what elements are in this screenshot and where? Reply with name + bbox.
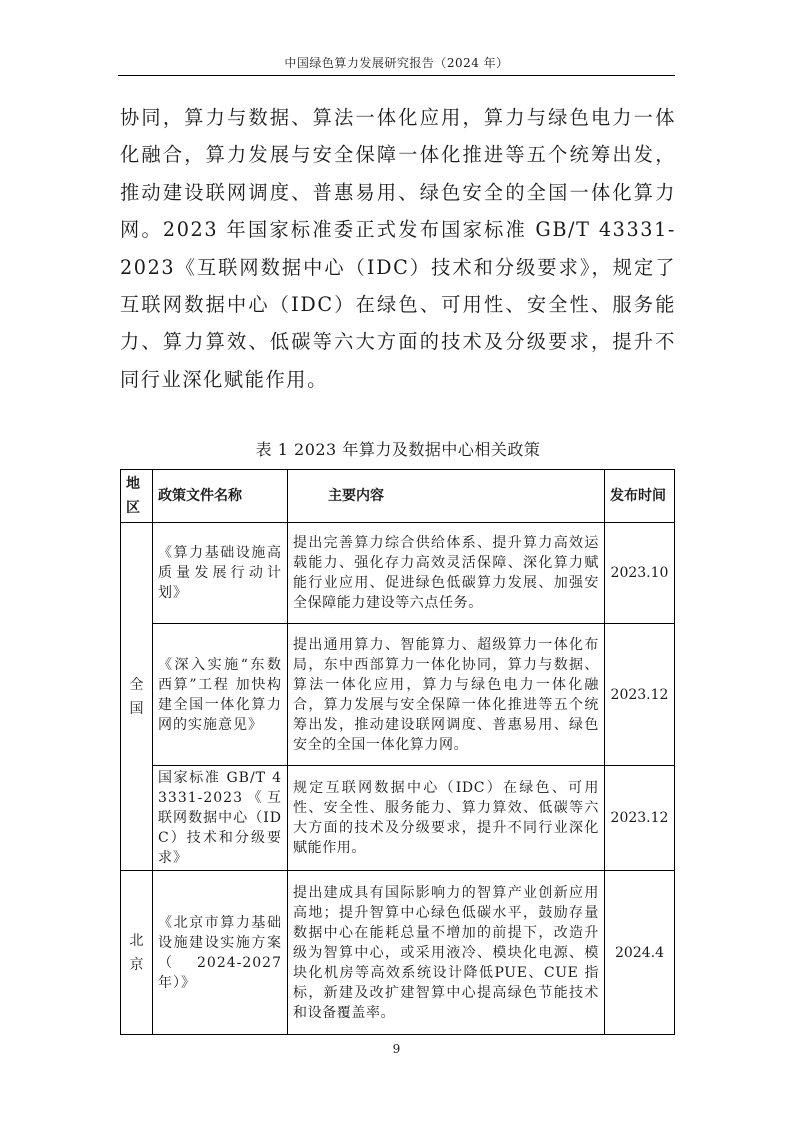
policy-name-cell: 《北京市算力基础设施建设实施方案（2024-2027 年）》 bbox=[153, 871, 288, 1035]
policy-name-cell: 《算力基础设施高质量发展行动计划》 bbox=[153, 523, 288, 624]
region-cell: 北京 bbox=[121, 871, 153, 1035]
policy-name-cell: 国家标准 GB/T 43331-2023《互联网数据中心（IDC）技术和分级要求》 bbox=[153, 766, 288, 871]
policy-content-cell: 提出通用算力、智能算力、超级算力一体化布局，东中西部算力一体化协同，算力与数据、算法一体化应用，算力与绿色电力一体化融合，算力发展与安全保障一体化推进等五个统筹出发，推动建设联网调度、普惠易用、绿色安全的全国一体化算力网。 bbox=[288, 624, 605, 766]
region-cell: 全国 bbox=[121, 523, 153, 871]
header-release-date: 发布时间 bbox=[605, 470, 675, 523]
table-row bbox=[121, 766, 675, 871]
table-header-row bbox=[121, 470, 675, 523]
policy-date-cell: 2023.12 bbox=[605, 766, 675, 871]
policy-date-cell: 2024.4 bbox=[605, 871, 675, 1035]
policy-content-cell: 规定互联网数据中心（IDC）在绿色、可用性、安全性、服务能力、算力算效、低碳等六大方面的技术及分级要求，提升不同行业深化赋能作用。 bbox=[288, 766, 605, 871]
table-row bbox=[121, 523, 675, 624]
header-main-content: 主要内容 bbox=[288, 470, 605, 523]
policy-name-cell: 《深入实施“东数西算”工程 加快构建全国一体化算力网的实施意见》 bbox=[153, 624, 288, 766]
policy-table bbox=[120, 469, 675, 1035]
page-number: 9 bbox=[392, 1042, 401, 1056]
header-policy-name: 政策文件名称 bbox=[153, 470, 288, 523]
policy-content-cell: 提出完善算力综合供给体系、提升算力高效运载能力、强化存力高效灵活保障、深化算力赋能行业应用、促进绿色低碳算力发展、加强安全保障能力建设等六点任务。 bbox=[288, 523, 605, 624]
body-paragraph: 协同，算力与数据、算法一体化应用，算力与绿色电力一体化融合，算力发展与安全保障一体化推进等五个统筹出发，推动建设联网调度、普惠易用、绿色安全的全国一体化算力网。2023 年国家标准委正式发布国家标准 GB/T 43331-2023《互联网数据中心（IDC）技术和分级要求》，规定了互联网数据中心（IDC）在绿色、可用性、安全性、服务能力、算力算效、低碳等六大方面的技术及分级要求，提升不同行业深化赋能作用。 bbox=[120, 106, 676, 391]
policy-date-cell: 2023.10 bbox=[605, 523, 675, 624]
running-header: 中国绿色算力发展研究报告（2024 年） bbox=[118, 54, 675, 76]
policy-date-cell: 2023.12 bbox=[605, 624, 675, 766]
policy-content-cell: 提出建成具有国际影响力的智算产业创新应用高地；提升智算中心绿色低碳水平，鼓励存量数据中心在能耗总量不增加的前提下，改造升级为智算中心，或采用液冷、模块化电源、模块化机房等高效系统设计降低PUE、CUE 指标，新建及改扩建智算中心提高绿色节能技术和设备覆盖率。 bbox=[288, 871, 605, 1035]
table-caption: 表 1 2023 年算力及数据中心相关政策 bbox=[255, 440, 541, 459]
table-row bbox=[121, 871, 675, 1035]
table-row bbox=[121, 624, 675, 766]
header-region: 地区 bbox=[121, 470, 153, 523]
